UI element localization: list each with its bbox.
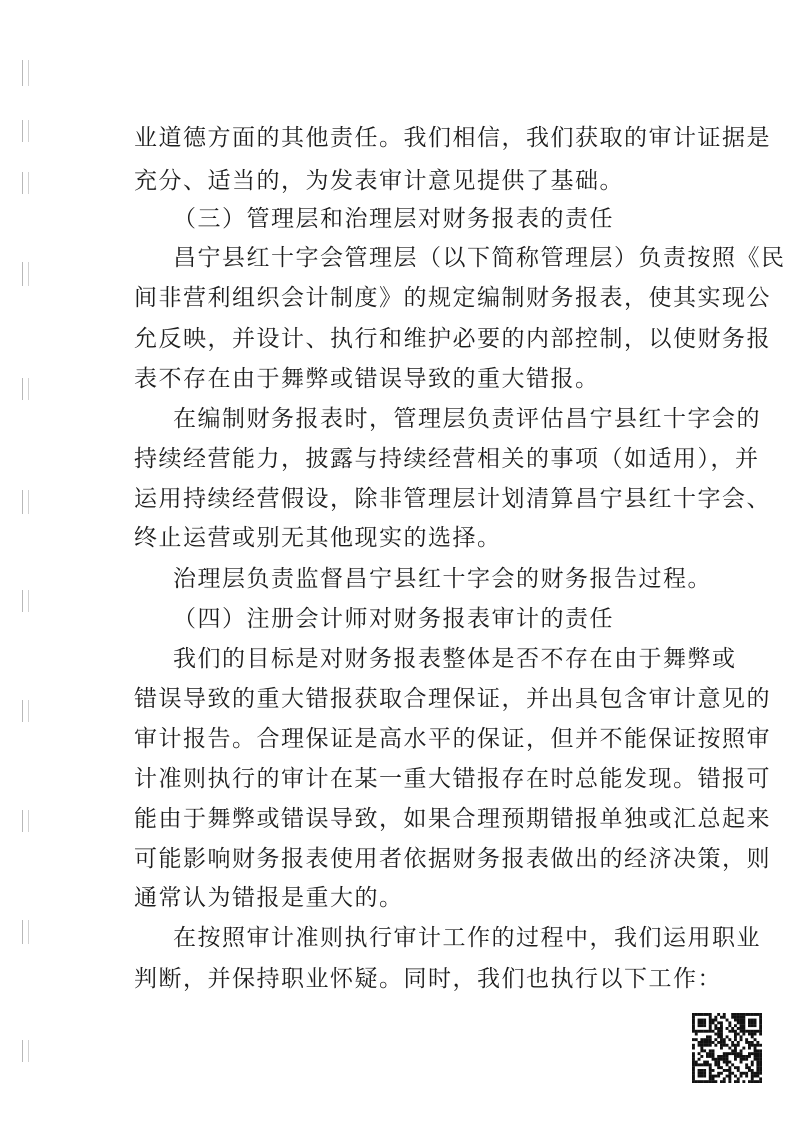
paragraph-line: 能由于舞弊或错误导致，如果合理预期错报单独或汇总起来 xyxy=(134,806,771,832)
qr-code-icon xyxy=(692,1013,762,1083)
paragraph-line: 昌宁县红十字会管理层（以下简称管理层）负责按照《民 xyxy=(173,245,786,271)
paragraph-line: 允反映，并设计、执行和维护必要的内部控制，以使财务报 xyxy=(134,326,771,352)
paragraph-line: 业道德方面的其他责任。我们相信，我们获取的审计证据是 xyxy=(134,125,771,151)
paragraph-line: 治理层负责监督昌宁县红十字会的财务报告过程。 xyxy=(173,566,712,592)
binding-hole-marks xyxy=(0,0,40,1121)
paragraph-line: 持续经营能力，披露与持续经营相关的事项（如适用），并 xyxy=(134,446,760,472)
section-heading-3: （三）管理层和治理层对财务报表的责任 xyxy=(173,206,614,232)
paragraph-line: 间非营利组织会计制度》的规定编制财务报表，使其实现公 xyxy=(134,285,771,311)
paragraph-line: 我们的目标是对财务报表整体是否不存在由于舞弊或 xyxy=(173,646,737,672)
paragraph-line: 计准则执行的审计在某一重大错报存在时总能发现。错报可 xyxy=(134,766,771,792)
paragraph-line: 判断，并保持职业怀疑。同时，我们也执行以下工作： xyxy=(134,966,722,992)
paragraph-line: 审计报告。合理保证是高水平的保证，但并不能保证按照审 xyxy=(134,726,771,752)
paragraph-line: 可能影响财务报表使用者依据财务报表做出的经济决策，则 xyxy=(134,846,771,872)
section-heading-4: （四）注册会计师对财务报表审计的责任 xyxy=(173,606,614,632)
paragraph-line: 运用持续经营假设，除非管理层计划清算昌宁县红十字会、 xyxy=(134,486,771,512)
paragraph-line: 错误导致的重大错报获取合理保证，并出具包含审计意见的 xyxy=(134,686,771,712)
paragraph-line: 在编制财务报表时，管理层负责评估昌宁县红十字会的 xyxy=(173,406,761,432)
paragraph-line: 在按照审计准则执行审计工作的过程中，我们运用职业 xyxy=(173,925,761,951)
paragraph-line: 终止运营或别无其他现实的选择。 xyxy=(134,525,502,551)
paragraph-line: 通常认为错报是重大的。 xyxy=(134,885,404,911)
paragraph-line: 表不存在由于舞弊或错误导致的重大错报。 xyxy=(134,366,600,392)
paragraph-line: 充分、适当的，为发表审计意见提供了基础。 xyxy=(134,168,624,194)
